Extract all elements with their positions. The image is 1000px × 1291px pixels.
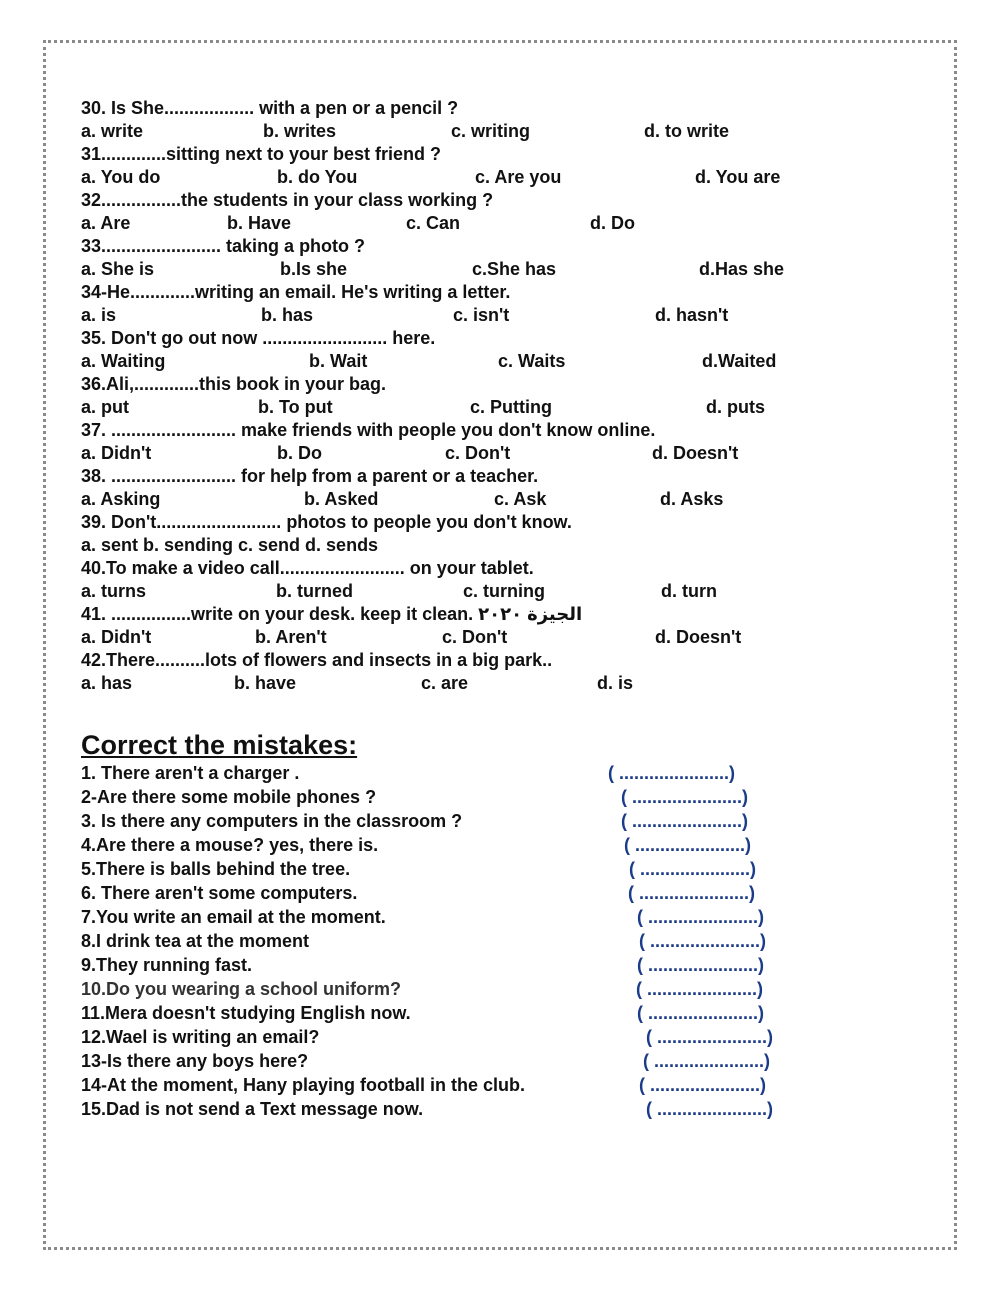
question-text: 41. ................write on your desk. keep it clean. الجيزة ٢٠٢٠	[81, 604, 583, 624]
answer-blank[interactable]: ( ......................)	[643, 1051, 771, 1071]
mistake-sentence: 10.Do you wearing a school uniform?	[81, 979, 402, 999]
answer-option[interactable]: d.Waited	[702, 351, 777, 371]
answer-option[interactable]: a. Didn't	[81, 443, 152, 463]
mcq-section	[81, 97, 941, 695]
answer-blank[interactable]: ( ......................)	[646, 1099, 774, 1119]
answer-option[interactable]: b. turned	[276, 581, 353, 601]
answer-option[interactable]: d. turn	[661, 581, 717, 601]
mistake-sentence: 3. Is there any computers in the classroom ?	[81, 811, 463, 831]
answer-option[interactable]: a. She is	[81, 259, 155, 279]
answer-option[interactable]: b. has	[261, 305, 314, 325]
answer-blank[interactable]: ( ......................)	[637, 907, 765, 927]
question-text: 42.There..........lots of flowers and insects in a big park..	[81, 650, 553, 670]
answer-option[interactable]: b. have	[234, 673, 297, 693]
answer-blank[interactable]: ( ......................)	[629, 859, 757, 879]
mistake-row	[81, 833, 941, 857]
mistake-sentence: 14-At the moment, Hany playing football in the club.	[81, 1075, 526, 1095]
mistakes-section	[81, 761, 941, 1121]
answer-options	[81, 396, 941, 419]
answer-options	[81, 304, 941, 327]
mistake-row	[81, 809, 941, 833]
answer-option[interactable]: b. Have	[227, 213, 292, 233]
answer-blank[interactable]: ( ......................)	[637, 1003, 765, 1023]
answer-option[interactable]: b. do You	[277, 167, 358, 187]
answer-options	[81, 672, 941, 695]
answer-option[interactable]: b. Asked	[304, 489, 379, 509]
mistake-sentence: 13-Is there any boys here?	[81, 1051, 309, 1071]
answer-options-line: a. sent b. sending c. send d. sends	[81, 535, 379, 555]
answer-option[interactable]: a. is	[81, 305, 117, 325]
question-text: 32................the students in your class working ?	[81, 190, 494, 210]
question-text: 40.To make a video call......................... on your tablet.	[81, 558, 534, 578]
mistake-row	[81, 881, 941, 905]
answer-blank[interactable]: ( ......................)	[628, 883, 756, 903]
answer-option[interactable]: c. Don't	[445, 443, 511, 463]
mistake-row	[81, 977, 941, 1001]
answer-option[interactable]: c. Ask	[494, 489, 547, 509]
mistake-row	[81, 857, 941, 881]
answer-option[interactable]: a. write	[81, 121, 144, 141]
answer-options	[81, 350, 941, 373]
answer-option[interactable]: d.Has she	[699, 259, 785, 279]
question-text: 39. Don't......................... photos to people you don't know.	[81, 512, 572, 532]
answer-option[interactable]: b. To put	[258, 397, 333, 417]
question-text: 31.............sitting next to your best friend ?	[81, 144, 442, 164]
mistake-sentence: 6. There aren't some computers.	[81, 883, 358, 903]
answer-options	[81, 488, 941, 511]
answer-option[interactable]: b. Aren't	[255, 627, 327, 647]
answer-option[interactable]: d. is	[597, 673, 634, 693]
answer-options	[81, 258, 941, 281]
answer-option[interactable]: c. Waits	[498, 351, 566, 371]
answer-options	[81, 166, 941, 189]
answer-option[interactable]: d. You are	[695, 167, 781, 187]
answer-option[interactable]: a. Asking	[81, 489, 161, 509]
question-text: 36.Ali,.............this book in your bag.	[81, 374, 387, 394]
answer-blank[interactable]: ( ......................)	[621, 811, 749, 831]
mistake-sentence: 11.Mera doesn't studying English now.	[81, 1003, 411, 1023]
answer-option[interactable]: d. to write	[644, 121, 729, 141]
answer-option[interactable]: c. turning	[463, 581, 545, 601]
mistake-row	[81, 1001, 941, 1025]
mistake-row	[81, 929, 941, 953]
answer-option[interactable]: b. Do	[277, 443, 322, 463]
answer-option[interactable]: a. Are	[81, 213, 131, 233]
answer-blank[interactable]: ( ......................)	[624, 835, 752, 855]
question-text: 38. ......................... for help from a parent or a teacher.	[81, 466, 539, 486]
mistake-sentence: 8.I drink tea at the moment	[81, 931, 310, 951]
answer-blank[interactable]: ( ......................)	[636, 979, 764, 999]
question-text: 30. Is She.................. with a pen or a pencil ?	[81, 98, 459, 118]
mistake-row	[81, 953, 941, 977]
mistake-sentence: 5.There is balls behind the tree.	[81, 859, 351, 879]
answer-option[interactable]: c. Can	[406, 213, 461, 233]
mistake-row	[81, 785, 941, 809]
answer-blank[interactable]: ( ......................)	[637, 955, 765, 975]
answer-option[interactable]: a. put	[81, 397, 129, 417]
answer-option[interactable]: a. You do	[81, 167, 161, 187]
answer-blank[interactable]: ( ......................)	[621, 787, 749, 807]
mistake-sentence: 12.Wael is writing an email?	[81, 1027, 320, 1047]
answer-option[interactable]: d. Doesn't	[655, 627, 742, 647]
section-title: Correct the mistakes:	[81, 730, 358, 760]
answer-option[interactable]: b.Is she	[280, 259, 348, 279]
mistake-sentence: 7.You write an email at the moment.	[81, 907, 386, 927]
question-text: 34-He.............writing an email. He's writing a letter.	[81, 282, 511, 302]
mistake-row	[81, 1073, 941, 1097]
mistake-sentence: 4.Are there a mouse? yes, there is.	[81, 835, 379, 855]
answer-option[interactable]: c. writing	[451, 121, 531, 141]
mistake-sentence: 1. There aren't a charger .	[81, 763, 300, 783]
answer-option[interactable]: b. Wait	[309, 351, 368, 371]
answer-options	[81, 534, 941, 557]
question-text: 37. ......................... make friends with people you don't know online.	[81, 420, 656, 440]
answer-options	[81, 626, 941, 649]
answer-option[interactable]: b. writes	[263, 121, 337, 141]
mistake-row	[81, 1025, 941, 1049]
answer-option[interactable]: a. turns	[81, 581, 147, 601]
question-text: 33........................ taking a photo ?	[81, 236, 366, 256]
mistake-sentence: 9.They running fast.	[81, 955, 253, 975]
answer-option[interactable]: c. Putting	[470, 397, 552, 417]
answer-option[interactable]: c.She has	[472, 259, 557, 279]
answer-option[interactable]: c. are	[421, 673, 469, 693]
answer-option[interactable]: a. Waiting	[81, 351, 166, 371]
answer-blank[interactable]: ( ......................)	[639, 931, 767, 951]
answer-option[interactable]: d. puts	[706, 397, 765, 417]
answer-blank[interactable]: ( ......................)	[639, 1075, 767, 1095]
answer-options	[81, 442, 941, 465]
mistake-sentence: 2-Are there some mobile phones ?	[81, 787, 377, 807]
mistake-row	[81, 905, 941, 929]
answer-option[interactable]: d. Do	[590, 213, 635, 233]
answer-option[interactable]: d. hasn't	[655, 305, 729, 325]
question-text: 35. Don't go out now ......................... here.	[81, 328, 436, 348]
worksheet	[81, 97, 941, 1121]
answer-option[interactable]: a. Didn't	[81, 627, 152, 647]
answer-option[interactable]: c. isn't	[453, 305, 510, 325]
answer-options	[81, 212, 941, 235]
mistake-row	[81, 1097, 941, 1121]
answer-option[interactable]: d. Asks	[660, 489, 724, 509]
answer-options	[81, 120, 941, 143]
answer-blank[interactable]: ( ......................)	[608, 763, 736, 783]
answer-option[interactable]: c. Are you	[475, 167, 562, 187]
answer-options	[81, 580, 941, 603]
answer-option[interactable]: c. Don't	[442, 627, 508, 647]
mistake-row	[81, 1049, 941, 1073]
answer-blank[interactable]: ( ......................)	[646, 1027, 774, 1047]
answer-option[interactable]: d. Doesn't	[652, 443, 739, 463]
mistake-row	[81, 761, 941, 785]
mistake-sentence: 15.Dad is not send a Text message now.	[81, 1099, 424, 1119]
answer-option[interactable]: a. has	[81, 673, 133, 693]
